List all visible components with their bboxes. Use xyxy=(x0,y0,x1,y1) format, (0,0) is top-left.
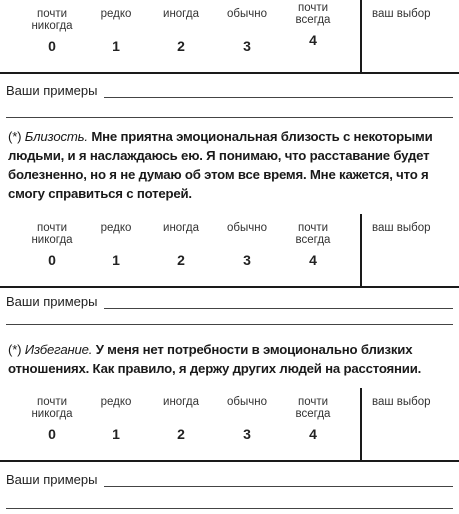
your-choice-label: ваш выбор xyxy=(372,8,431,20)
scale-option-1[interactable] xyxy=(86,222,146,266)
scale-option-value: 2 xyxy=(177,38,185,54)
statement-closeness xyxy=(8,127,454,203)
scale-option-3[interactable] xyxy=(217,8,277,52)
scale-option-label: редко xyxy=(100,8,132,20)
examples-line[interactable] xyxy=(6,117,453,118)
examples-line[interactable] xyxy=(6,324,453,325)
rating-scale-1 xyxy=(0,0,459,74)
scale-option-4[interactable] xyxy=(283,396,343,440)
scale-option-value: 3 xyxy=(243,38,251,54)
scale-option-label: обычно xyxy=(227,8,267,20)
scale-option-label: почти никогда xyxy=(31,8,73,32)
scale-option-value: 1 xyxy=(112,38,120,54)
examples-line[interactable] xyxy=(104,308,453,309)
scale-option-4[interactable] xyxy=(283,2,343,46)
scale-option-label: почти всегда xyxy=(295,2,331,26)
divider xyxy=(360,0,362,72)
scale-option-value: 1 xyxy=(112,426,120,442)
scale-option-value: 0 xyxy=(48,38,56,54)
rating-scale-3 xyxy=(0,388,459,462)
scale-option-value: 4 xyxy=(309,252,317,268)
scale-option-value: 4 xyxy=(309,32,317,48)
scale-option-value: 0 xyxy=(48,252,56,268)
marker: (*) xyxy=(8,342,22,357)
scale-option-value: 4 xyxy=(309,426,317,442)
scale-option-label: редко xyxy=(100,222,132,234)
scale-option-label: иногда xyxy=(163,8,199,20)
your-choice-label: ваш выбор xyxy=(372,396,431,408)
scale-option-value: 0 xyxy=(48,426,56,442)
marker: (*) xyxy=(8,129,22,144)
scale-option-1[interactable] xyxy=(86,396,146,440)
scale-option-label: обычно xyxy=(227,222,267,234)
statement-text: У меня нет потребности в эмоционально близких отношениях. Как правило, я держу других людей на расстоянии. xyxy=(8,342,422,376)
scale-option-3[interactable] xyxy=(217,396,277,440)
scale-option-label: обычно xyxy=(227,396,267,408)
scale-option-value: 2 xyxy=(177,252,185,268)
scale-option-1[interactable] xyxy=(86,8,146,52)
scale-option-0[interactable] xyxy=(22,8,82,52)
rating-scale-2 xyxy=(0,214,459,288)
scale-option-value: 3 xyxy=(243,426,251,442)
scale-option-label: иногда xyxy=(163,222,199,234)
examples-line[interactable] xyxy=(104,97,453,98)
scale-option-label: почти никогда xyxy=(31,222,73,246)
examples-label: Ваши примеры xyxy=(6,472,98,487)
statement-text: Мне приятна эмоциональная близость с некоторыми людьми, и я наслаждаюсь ею. Я понимаю, что расставание будет болезненно, но я не думаю об этом все время. Мне кажется, что я смогу справиться с потерей. xyxy=(8,129,433,201)
examples-label: Ваши примеры xyxy=(6,83,98,98)
scale-option-2[interactable] xyxy=(151,222,211,266)
scale-option-4[interactable] xyxy=(283,222,343,266)
divider xyxy=(360,388,362,460)
scale-option-0[interactable] xyxy=(22,396,82,440)
your-choice-label: ваш выбор xyxy=(372,222,431,234)
statement-title: Избегание. xyxy=(24,342,93,357)
statement-avoidance xyxy=(8,340,454,378)
scale-option-2[interactable] xyxy=(151,8,211,52)
statement-title: Близость. xyxy=(24,129,88,144)
scale-option-label: почти всегда xyxy=(295,222,331,246)
scale-option-3[interactable] xyxy=(217,222,277,266)
scale-option-value: 1 xyxy=(112,252,120,268)
examples-line[interactable] xyxy=(104,486,453,487)
scale-option-value: 2 xyxy=(177,426,185,442)
scale-option-2[interactable] xyxy=(151,396,211,440)
scale-option-0[interactable] xyxy=(22,222,82,266)
scale-option-value: 3 xyxy=(243,252,251,268)
examples-label: Ваши примеры xyxy=(6,294,98,309)
scale-option-label: редко xyxy=(100,396,132,408)
scale-option-label: иногда xyxy=(163,396,199,408)
scale-option-label: почти всегда xyxy=(295,396,331,420)
examples-line[interactable] xyxy=(6,508,453,509)
scale-option-label: почти никогда xyxy=(31,396,73,420)
divider xyxy=(360,214,362,286)
